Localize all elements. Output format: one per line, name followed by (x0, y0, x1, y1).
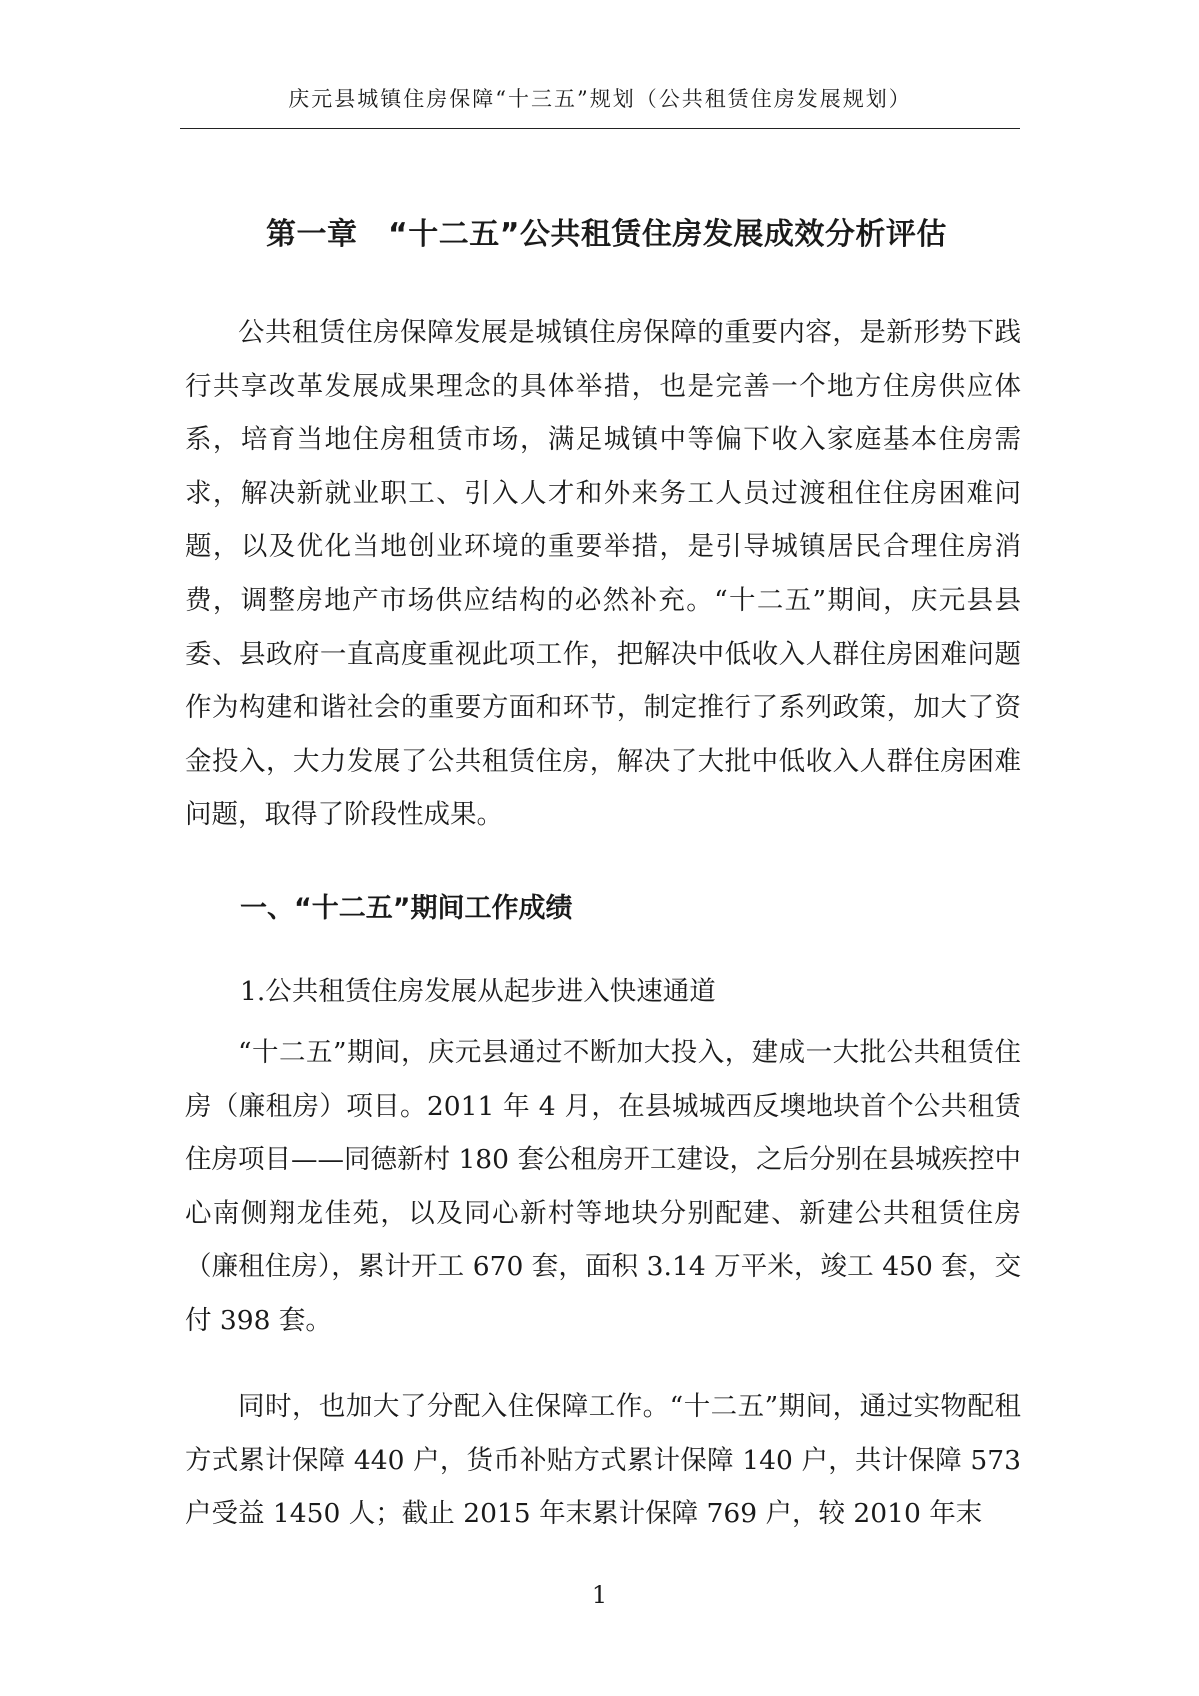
intro-paragraph: 公共租赁住房保障发展是城镇住房保障的重要内容，是新形势下践行共享改革发展成果理念的具体举措，也是完善一个地方住房供应体系，培育当地住房租赁市场，满足城镇中等偏下收入家庭基本住房需求，解决新就业职工、引入人才和外来务工人员过渡租住住房困难问题，以及优化当地创业环境的重要举措，是引导城镇居民合理住房消费，调整房地产市场供应结构的必然补充。“十二五”期间，庆元县县委、县政府一直高度重视此项工作，把解决中低收入人群住房困难问题作为构建和谐社会的重要方面和环节，制定推行了系列政策，加大了资金投入，大力发展了公共租赁住房，解决了大批中低收入人群住房困难问题，取得了阶段性成果。 (185, 317, 1021, 831)
body-paragraph: 同时，也加大了分配入住保障工作。“十二五”期间，通过实物配租方式累计保障 440 户，货币补贴方式累计保障 140 户，共计保障 573 户受益 1450 人；截止 2015 年末累计保障 769 户，较 2010 年末 (185, 1391, 1021, 1530)
section-heading: 一、“十二五”期间工作成绩 (240, 893, 573, 924)
body-paragraph: “十二五”期间，庆元县通过不断加大投入，建成一大批公共租赁住房（廉租房）项目。2011 年 4 月，在县城城西反墺地块首个公共租赁住房项目——同德新村 180 套公租房开工建设，之后分别在县城疾控中心南侧翔龙佳苑，以及同心新村等地块分别配建、新建公共租赁住房（廉租住房），累计开工 670 套，面积 3.14 万平米，竣工 450 套，交付 398 套。 (185, 1037, 1021, 1336)
header-divider (180, 128, 1020, 129)
subsection-heading: 1.公共租赁住房发展从起步进入快速通道 (240, 976, 716, 1007)
running-header-title: 庆元县城镇住房保障“十三五”规划（公共租赁住房发展规划） (288, 87, 912, 111)
chapter-title: 第一章 “十二五”公共租赁住房发展成效分析评估 (266, 217, 947, 252)
page-number: 1 (591, 1581, 608, 1609)
